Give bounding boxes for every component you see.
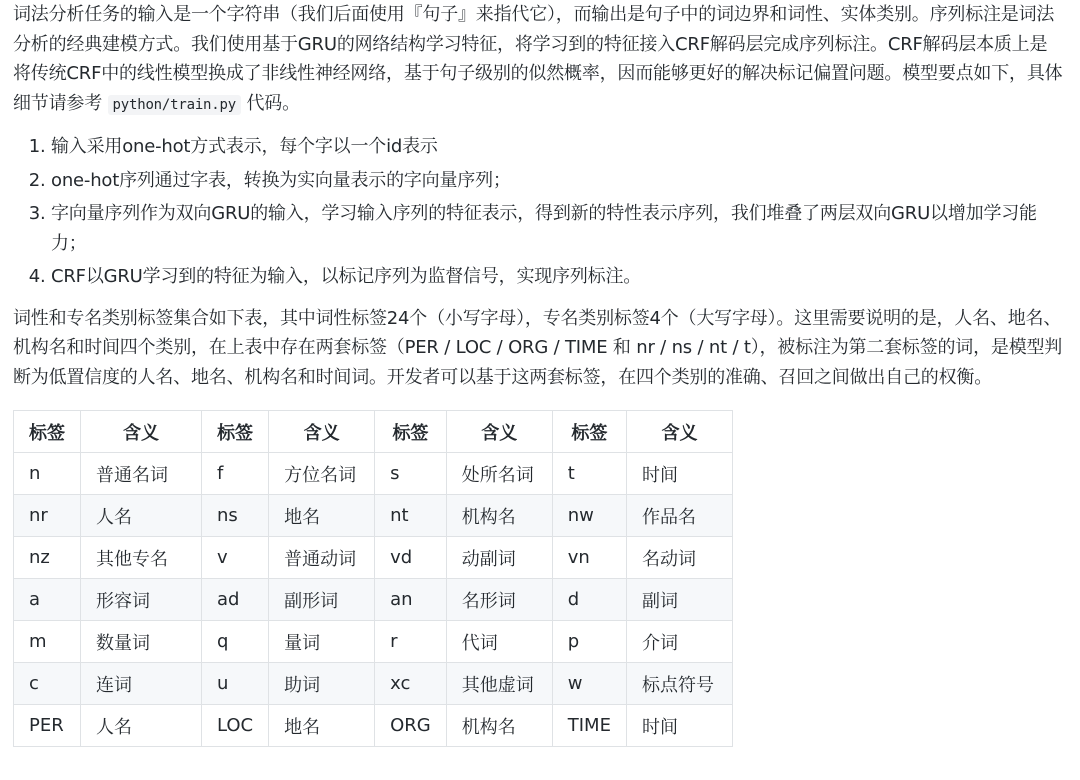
meaning-cell: 标点符号 [626,663,732,705]
meaning-cell: 其他专名 [81,537,202,579]
tag-cell: u [202,663,269,705]
meaning-cell: 助词 [269,663,375,705]
intro-text-end: 代码。 [246,92,300,114]
header-cell: 标签 [14,411,81,453]
intro-text: 词法分析任务的输入是一个字符串（我们后面使用『句子』来指代它），而输出是句子中的词边界和词性、实体类别。序列标注是词法分析的经典建模方式。我们使用基于GRU的网络结构学习特征，将学习到的特征接入CRF解码层完成序列标注。CRF解码层本质上是将传统CRF中的线性模型换成了非线性神经网络，基于句子级别的似然概率，因而能够更好的解决标记偏置问题。模型要点如下，具体细节请参考 [13,4,1063,114]
intro-paragraph [13,0,1065,120]
tag-cell: q [202,621,269,663]
table-row [14,537,733,579]
table-header-row [14,411,733,453]
tag-cell: nw [552,495,626,537]
tag-cell: LOC [202,705,269,747]
meaning-cell: 名形词 [446,579,552,621]
table-row [14,495,733,537]
meaning-cell: 作品名 [626,495,732,537]
tag-cell: nt [375,495,447,537]
meaning-cell: 普通动词 [269,537,375,579]
table-row [14,663,733,705]
meaning-cell: 处所名词 [446,453,552,495]
header-cell: 标签 [375,411,447,453]
tag-cell: n [14,453,81,495]
header-cell: 含义 [81,411,202,453]
header-cell: 含义 [269,411,375,453]
meaning-cell: 地名 [269,705,375,747]
meaning-cell: 连词 [81,663,202,705]
tag-cell: an [375,579,447,621]
meaning-cell: 地名 [269,495,375,537]
header-cell: 标签 [552,411,626,453]
meaning-cell: 量词 [269,621,375,663]
tag-cell: ad [202,579,269,621]
meaning-cell: 介词 [626,621,732,663]
meaning-cell: 数量词 [81,621,202,663]
tag-cell: nr [14,495,81,537]
tag-cell: c [14,663,81,705]
tag-cell: vd [375,537,447,579]
meaning-cell: 人名 [81,495,202,537]
meaning-cell: 人名 [81,705,202,747]
tag-cell: w [552,663,626,705]
tag-cell: ns [202,495,269,537]
tags-paragraph: 词性和专名类别标签集合如下表，其中词性标签24个（小写字母），专名类别标签4个（大写字母）。这里需要说明的是，人名、地名、机构名和时间四个类别，在上表中存在两套标签（PER / LOC / ORG / TIME 和 nr / ns / nt / t），被标注为第二套标签的词，是模型判断为低置信度的人名、地名、机构名和时间词。开发者可以基于这两套标签，在四个类别的准确、召回之间做出自己的权衡。 [13,307,1063,388]
tag-cell: f [202,453,269,495]
table-row [14,579,733,621]
tag-cell: v [202,537,269,579]
meaning-cell: 机构名 [446,705,552,747]
model-steps-list [13,132,1065,292]
list-item: 3. 字向量序列作为双向GRU的输入，学习输入序列的特征表示，得到新的特性表示序列，我们堆叠了两层双向GRU以增加学习能力； [51,199,1065,258]
meaning-cell: 副词 [626,579,732,621]
list-item: 4. CRF以GRU学习到的特征为输入，以标记序列为监督信号，实现序列标注。 [51,262,1065,292]
tag-cell: m [14,621,81,663]
meaning-cell: 方位名词 [269,453,375,495]
meaning-cell: 名动词 [626,537,732,579]
tag-cell: nz [14,537,81,579]
document-body [13,0,1065,747]
meaning-cell: 机构名 [446,495,552,537]
table-row [14,453,733,495]
meaning-cell: 副形词 [269,579,375,621]
meaning-cell: 普通名词 [81,453,202,495]
header-cell: 含义 [626,411,732,453]
meaning-cell: 时间 [626,453,732,495]
meaning-cell: 动副词 [446,537,552,579]
tag-cell: TIME [552,705,626,747]
tag-table [13,410,733,747]
meaning-cell: 时间 [626,705,732,747]
tag-cell: vn [552,537,626,579]
list-item: 1. 输入采用one-hot方式表示，每个字以一个id表示 [51,132,1065,162]
meaning-cell: 形容词 [81,579,202,621]
meaning-cell: 其他虚词 [446,663,552,705]
tag-cell: a [14,579,81,621]
table-row [14,621,733,663]
list-item: 2. one-hot序列通过字表，转换为实向量表示的字向量序列； [51,166,1065,196]
tag-cell: ORG [375,705,447,747]
tag-cell: s [375,453,447,495]
code-path: python/train.py [108,95,241,115]
header-cell: 标签 [202,411,269,453]
tag-cell: PER [14,705,81,747]
tag-cell: d [552,579,626,621]
table-row [14,705,733,747]
tag-cell: r [375,621,447,663]
header-cell: 含义 [446,411,552,453]
tag-cell: p [552,621,626,663]
tag-cell: xc [375,663,447,705]
tag-cell: t [552,453,626,495]
meaning-cell: 代词 [446,621,552,663]
